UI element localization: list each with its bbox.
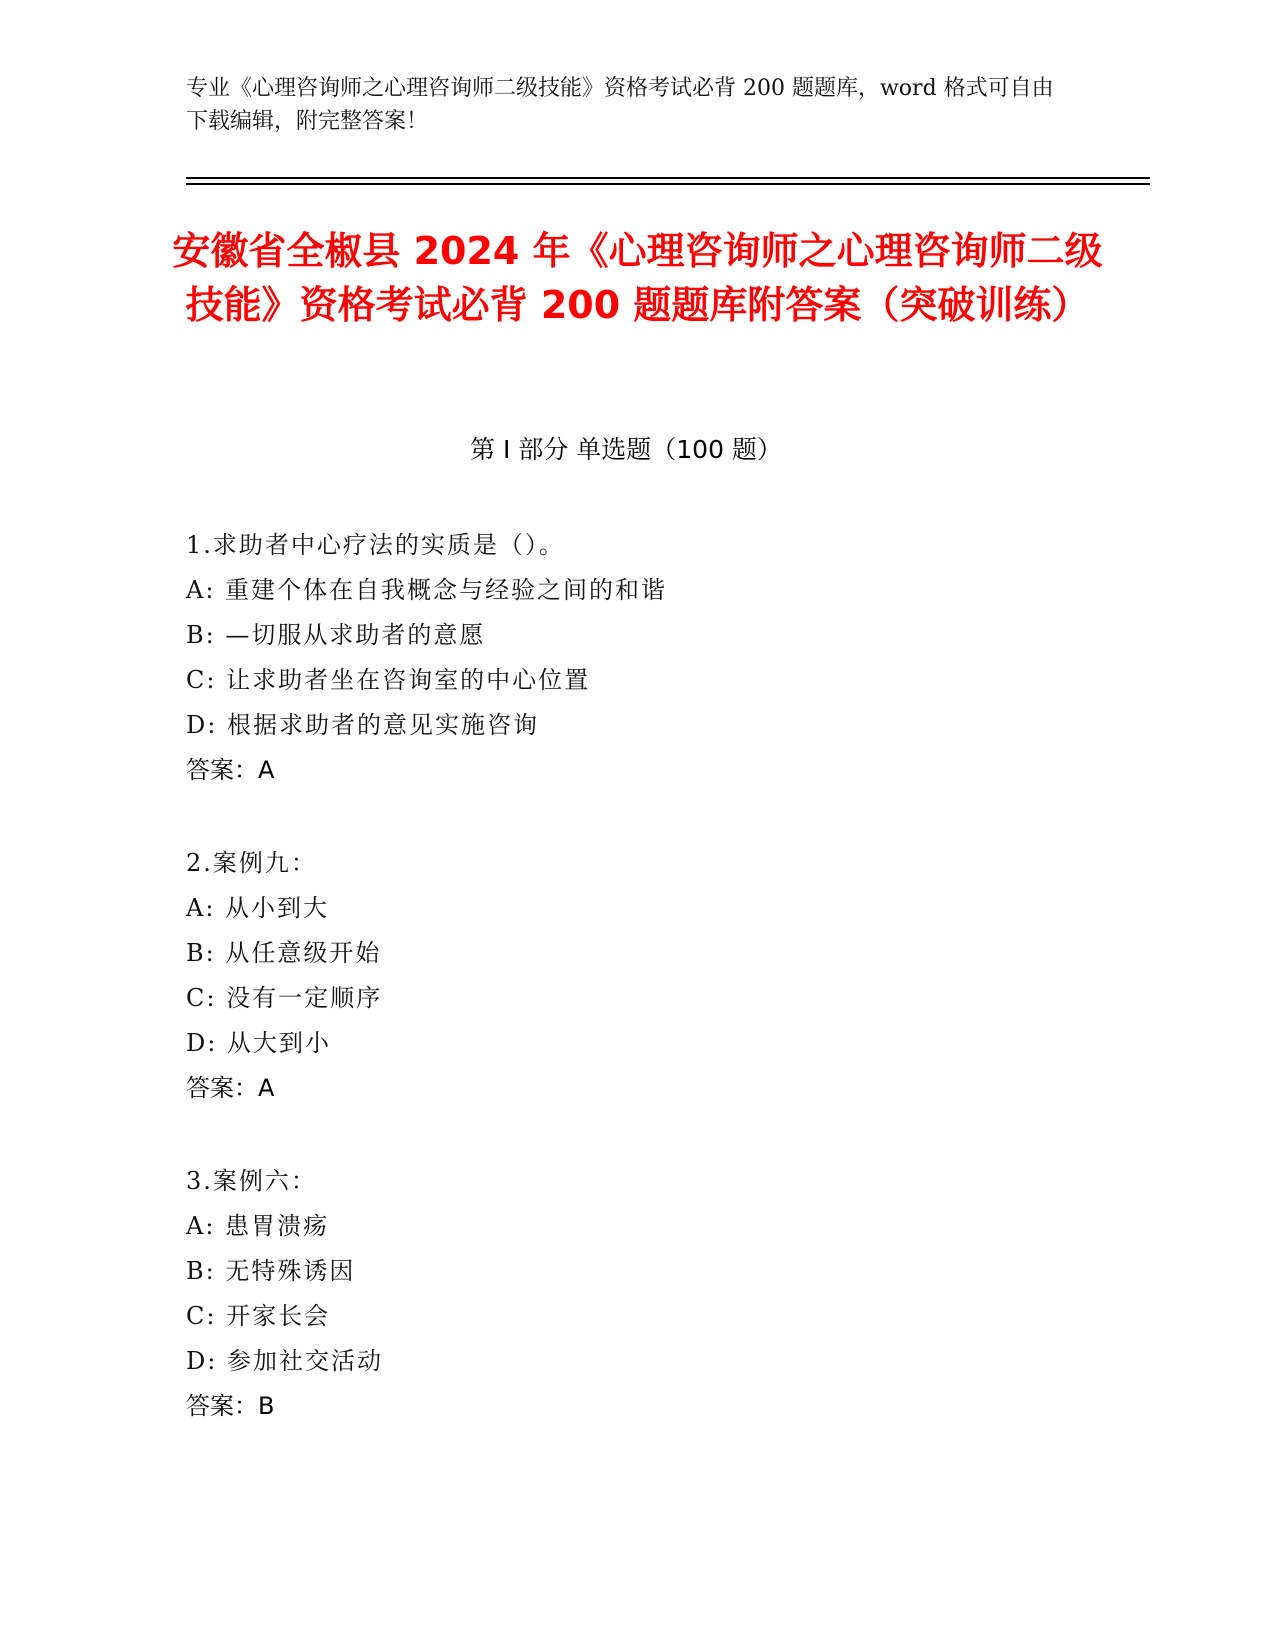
option-c: C: 开家长会: [186, 1302, 331, 1330]
option-d: D: 从大到小: [186, 1029, 331, 1057]
question-3: [186, 1159, 1086, 1429]
answer: 答案：A: [186, 756, 275, 784]
header-note: 专业《心理咨询师之心理咨询师二级技能》资格考试必背 200 题题库，word 格式可自由下载编辑，附完整答案！: [186, 76, 1054, 134]
option-b: B: —切服从求助者的意愿: [186, 621, 486, 649]
option-d: D: 根据求助者的意见实施咨询: [186, 711, 539, 739]
question-list: [186, 523, 1086, 1477]
option-b: B: 无特殊诱因: [186, 1257, 356, 1285]
option-c: C: 让求助者坐在咨询室的中心位置: [186, 666, 591, 694]
answer: 答案：B: [186, 1392, 275, 1420]
section-title: 第 I 部分 单选题（100 题）: [470, 435, 782, 464]
document-title: 安徽省全椒县 2024 年《心理咨询师之心理咨询师二级技能》资格考试必背 200 题题库附答案（突破训练）: [172, 229, 1103, 327]
question-stem: 3.案例六：: [186, 1167, 317, 1195]
option-b: B: 从任意级开始: [186, 939, 382, 967]
question-2: [186, 841, 1086, 1111]
answer: 答案：A: [186, 1074, 275, 1102]
option-a: A: 患胃溃疡: [186, 1212, 330, 1240]
question-1: [186, 523, 1086, 793]
option-a: A: 重建个体在自我概念与经验之间的和谐: [186, 576, 668, 604]
question-stem: 2.案例九：: [186, 849, 317, 877]
option-a: A: 从小到大: [186, 894, 330, 922]
header-divider-bottom: [186, 183, 1150, 185]
option-c: C: 没有一定顺序: [186, 984, 383, 1012]
question-stem: 1.求助者中心疗法的实质是（）。: [186, 531, 565, 559]
option-d: D: 参加社交活动: [186, 1347, 383, 1375]
header-divider-top: [186, 177, 1150, 179]
